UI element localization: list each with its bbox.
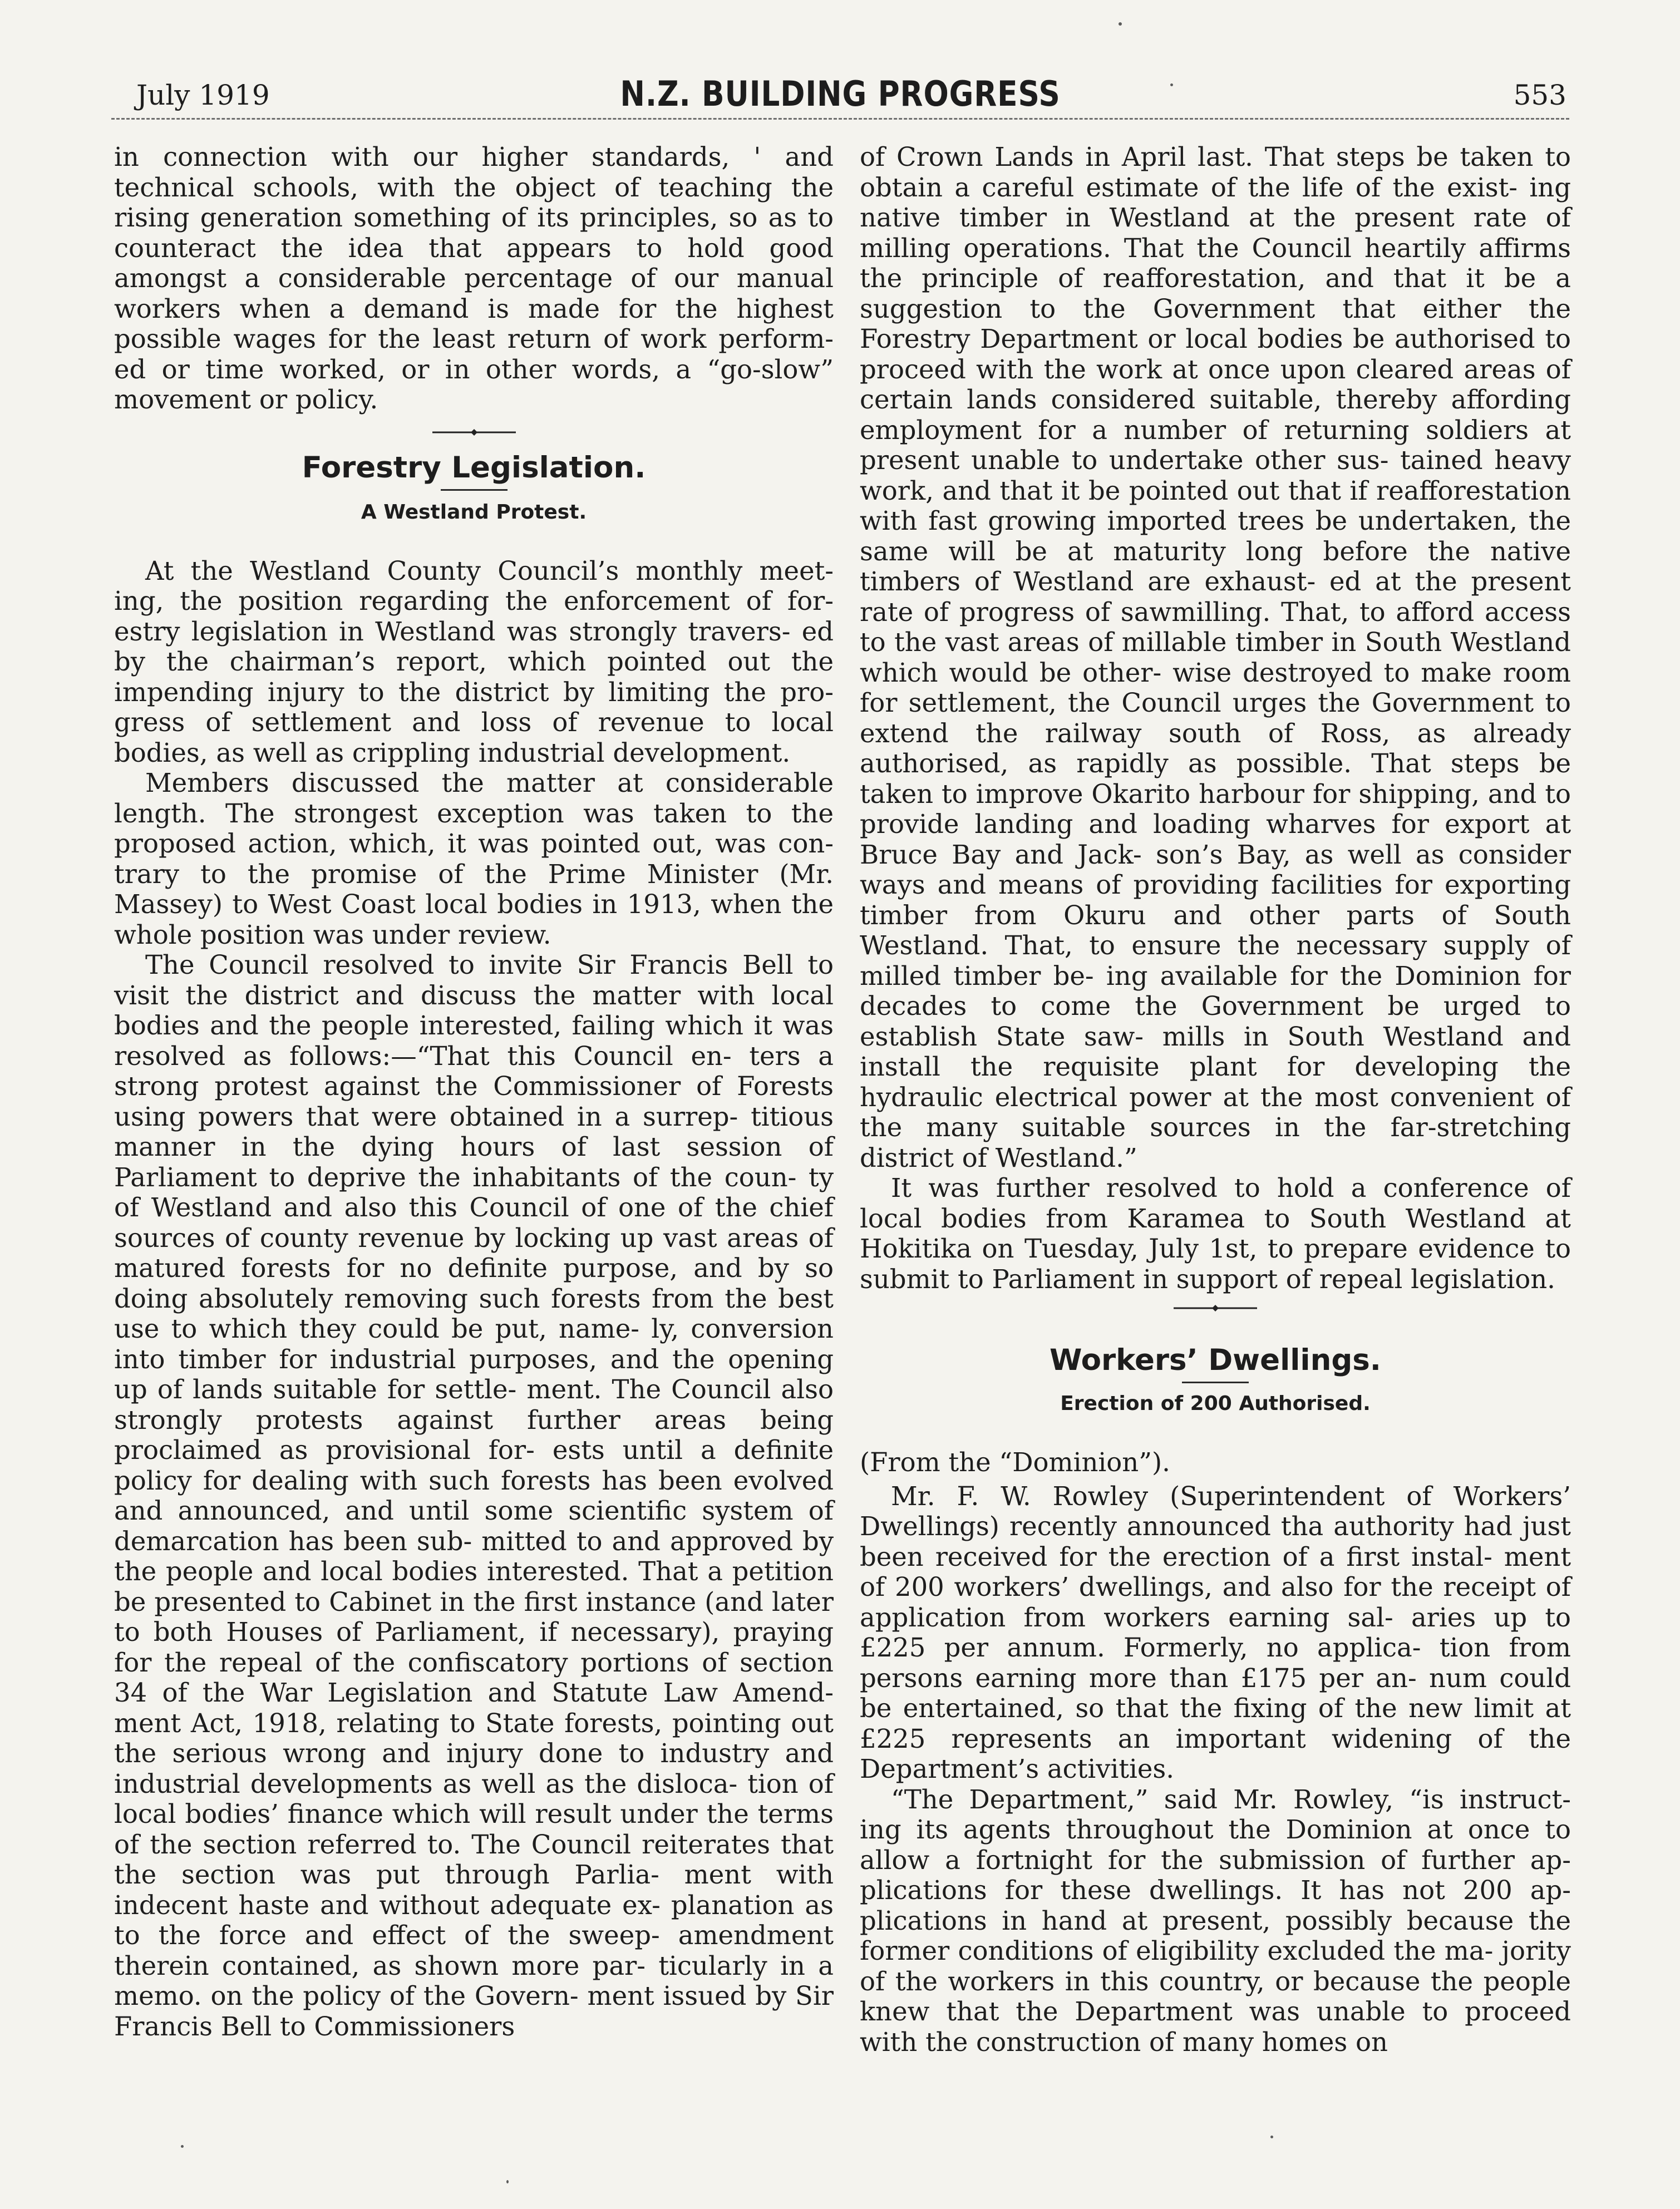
body-paragraph xyxy=(860,1784,1571,2058)
text-line: plications in hand at present, possibly because the xyxy=(860,1905,1571,1936)
text-line: ing its agents throughout the Dominion at once to xyxy=(860,1814,1571,1845)
text-line: to submit to Parliament in support of repeal xyxy=(860,1234,1571,1294)
text-line: Forests using powers that were obtained in a surrep- xyxy=(114,1071,834,1132)
text-line: It was further resolved to hold a conference of xyxy=(891,1173,1571,1203)
text-line: The Council resolved to invite Sir Francis Bell xyxy=(145,950,794,980)
text-line: be undertaken, the same will be at maturity long xyxy=(860,506,1571,566)
text-line: affording employment for a number of returning xyxy=(860,384,1571,445)
text-line: ment with indecent haste and without adequate ex- xyxy=(114,1860,834,1920)
text-line: mills in South Westland and install the requisite xyxy=(860,1021,1571,1082)
text-line: to proceed with the work at once upon cleared xyxy=(860,324,1571,384)
text-line: length. The strongest exception was taken to the xyxy=(114,798,834,829)
text-line: gress of settlement and loss of revenue to local xyxy=(114,707,834,737)
text-line: just been received for the erection of a first instal- xyxy=(860,1511,1571,1572)
text-line: local bodies and the people interested, failing which xyxy=(114,980,834,1041)
text-line: Okuru and other parts of South Westland. That, xyxy=(860,900,1571,960)
text-line: harbour for shipping, and to provide landing and xyxy=(860,778,1571,839)
text-line: bodies interested. That a petition be presented to xyxy=(114,1556,834,1617)
text-line: ed at the present rate of progress of sawmilling. xyxy=(860,566,1571,627)
text-line: legislation. xyxy=(1411,1264,1555,1294)
text-line: “The Department,” said Mr. Rowley, “is instruct- xyxy=(891,1784,1571,1814)
text-line: soldiers at present unable to undertake other sus- xyxy=(860,415,1571,475)
text-line: tion from persons earning more than £175 per an- xyxy=(860,1633,1571,1693)
text-line: receipt of application from workers earning sal- xyxy=(860,1572,1571,1633)
text-line: south of Ross, as already authorised, as rapidly as xyxy=(860,718,1571,778)
text-line: in connection with our higher standards, ' and xyxy=(114,142,834,172)
text-line: the repeal of the confiscatory portions of section 34 xyxy=(114,1647,834,1708)
text-line: amongst a considerable percentage of our manual xyxy=(114,263,834,293)
section-divider-ornament xyxy=(1174,1304,1257,1312)
text-line: Members discussed the matter at considerable xyxy=(145,768,834,798)
text-line: chief sources of county revenue by locking up vast xyxy=(114,1192,834,1253)
text-line: proceed with the construction of many homes on xyxy=(860,1996,1571,2057)
forestry-subtitle: A Westland Protest. xyxy=(361,500,587,524)
text-line: further areas being proclaimed as provisional for- xyxy=(114,1404,834,1465)
text-line: tained heavy work, and that it be pointed out that xyxy=(860,445,1571,506)
text-line: ment of 200 workers’ dwellings, and also for the xyxy=(860,1541,1571,1602)
text-line: bodies, as well as crippling industrial development. xyxy=(114,737,791,768)
text-line: timber in South Westland which would be other- xyxy=(860,627,1571,688)
text-line: num could be entertained, so that the fixing of the xyxy=(860,1663,1571,1723)
text-line: That, to afford access to the vast areas of millable xyxy=(860,596,1571,657)
text-line: the Government be urged to establish State saw- xyxy=(860,991,1571,1052)
text-line: Parliament to deprive the inhabitants of the coun- xyxy=(114,1162,797,1192)
text-line: ests until a definite policy for dealing with such xyxy=(114,1435,834,1496)
text-line: ed or time worked, or in other words, a “go-slow” xyxy=(114,354,834,384)
text-line: if reafforestation with fast growing imported trees xyxy=(860,475,1571,536)
text-line: out the serious wrong and injury done to industry xyxy=(114,1708,834,1768)
text-line: wise destroyed to make room for settlement, the xyxy=(860,657,1571,718)
text-line: to ensure the necessary supply of milled timber be- xyxy=(860,930,1571,991)
text-line: aries up to £225 per annum. Formerly, no applica- xyxy=(860,1602,1571,1663)
page-number: 553 xyxy=(1513,79,1566,111)
text-line: mitted to and approved by the people and local xyxy=(114,1526,834,1586)
text-line: ment. The Council also strongly protests against xyxy=(114,1374,834,1435)
text-line: ticularly in a memo. on the policy of the Govern- xyxy=(114,1950,834,2011)
publication-title: N.Z. BUILDING PROGRESS xyxy=(620,73,1061,114)
text-line: loading wharves for export at Bruce Bay and Jack- xyxy=(860,809,1571,870)
text-line: ed by the chairman’s report, which pointed out the xyxy=(114,616,834,677)
text-line: of the Department’s activities. xyxy=(860,1723,1571,1784)
source-credit: (From the “Dominion”). xyxy=(860,1447,1170,1477)
body-paragraph xyxy=(860,1481,1571,1784)
section-divider-ornament xyxy=(432,428,516,436)
text-line: reiterates that the section was put through Parlia- xyxy=(114,1829,834,1890)
text-line: ing, the position regarding the enforcement of for- xyxy=(114,586,834,616)
body-paragraph xyxy=(114,556,834,768)
text-line: ing available for the Dominion for decades to come xyxy=(860,960,1571,1021)
text-line: ment issued by Sir Francis Bell to Commissioners xyxy=(114,1981,834,2042)
text-line: and the opening up of lands suitable for settle- xyxy=(114,1344,834,1404)
workers-subtitle: Erection of 200 Authorised. xyxy=(1060,1392,1371,1415)
forestry-body xyxy=(114,556,834,2042)
text-line: former conditions of eligibility excluded the ma- xyxy=(860,1936,1494,1966)
right-column xyxy=(860,142,1571,2057)
text-line: before the native timbers of Westland are exhaust- xyxy=(860,536,1571,596)
text-line: technical schools, with the object of teaching the xyxy=(114,172,834,203)
text-line: son’s Bay, as well as consider ways and means of xyxy=(860,839,1571,900)
text-line: areas of matured forests for no definite purpose, xyxy=(114,1222,834,1283)
issue-date: July 1919 xyxy=(136,79,270,111)
text-line: ment Act, 1918, relating to State forests, pointing xyxy=(114,1708,781,1738)
text-line: some scientific system of demarcation has been sub- xyxy=(114,1496,834,1556)
text-line: ters a strong protest against the Commissioner of xyxy=(114,1041,834,1101)
text-line: proposed action, which, it was pointed out, was con- xyxy=(114,829,834,859)
text-line: planation as to the force and effect of the sweep- xyxy=(114,1890,834,1950)
text-line: providing facilities for exporting timber from xyxy=(860,870,1571,930)
text-line: Hokitika on Tuesday, July 1st, to prepare evidence xyxy=(860,1234,1535,1264)
text-line: to counteract the idea that appears to hold good xyxy=(114,203,834,263)
text-line: Dwellings) recently announced tha authority had xyxy=(860,1511,1513,1541)
text-line: plications for these dwellings. It has not 200 ap- xyxy=(860,1875,1571,1905)
text-line: jority of the workers in this country, or because the xyxy=(860,1936,1571,1996)
text-line: Cabinet in the first instance (and later to both xyxy=(114,1586,834,1647)
text-line: ing native timber in Westland at the present rate xyxy=(860,172,1571,233)
text-line: tion of local bodies’ finance which will result under xyxy=(114,1768,834,1829)
text-line: of milling operations. That the Council heartily xyxy=(860,203,1571,263)
intro-paragraph xyxy=(114,142,834,415)
workers-title: Workers’ Dwellings. xyxy=(1050,1343,1381,1377)
text-line: areas of certain lands considered suitable, thereby xyxy=(860,354,1571,415)
text-line: impending injury to the district by limiting the pro- xyxy=(114,677,834,707)
text-line: Forestry Department or local bodies be authorised xyxy=(860,324,1535,354)
text-line: At the Westland County Council’s monthly meet- xyxy=(145,555,834,586)
text-line: ly, conversion into timber for industrial purposes, xyxy=(114,1314,834,1374)
text-line: possible. That steps be taken to improve Okarito xyxy=(860,748,1571,809)
header-rule xyxy=(111,118,1569,120)
text-line: Mr. F. W. Rowley (Superintendent of Workers’ xyxy=(891,1481,1571,1511)
text-line: it was resolved as follows:—“That this Council en- xyxy=(114,1010,834,1071)
text-line: of the War Legislation and Statute Law Amend- xyxy=(162,1678,834,1708)
text-line: the terms of the section referred to. The Council xyxy=(114,1799,834,1860)
body-paragraph xyxy=(860,1173,1571,1294)
text-line: new limit at £225 represents an important widening xyxy=(860,1693,1571,1754)
text-line: allow a fortnight for the submission of further ap- xyxy=(860,1845,1571,1875)
text-line: workers when a demand is made for the highest xyxy=(114,293,834,324)
text-line: and industrial developments as well as the disloca- xyxy=(114,1738,834,1799)
text-line: at the most convenient of the many suitable sources xyxy=(860,1082,1571,1142)
text-line: rising generation something of its principles, so as xyxy=(114,203,797,233)
text-line: and by so doing absolutely removing such forests xyxy=(114,1253,834,1314)
text-line: possible wages for the least return of work perform- xyxy=(114,324,834,354)
text-line: be a suggestion to the Government that either the xyxy=(860,263,1571,324)
text-line: to obtain a careful estimate of the life of the exist- xyxy=(860,142,1571,203)
text-line: of Crown Lands in April last. That steps be taken xyxy=(860,142,1534,172)
running-header xyxy=(114,71,1566,121)
text-line: plant for developing the hydraulic electrical power xyxy=(860,1052,1571,1112)
left-column xyxy=(114,142,834,2042)
forestry-title: Forestry Legislation. xyxy=(302,450,646,485)
text-line: from the best use to which they could be put, name- xyxy=(114,1283,834,1344)
body-paragraph xyxy=(860,142,1571,1173)
forestry-continued-body xyxy=(860,142,1571,1294)
body-paragraph xyxy=(114,768,834,950)
text-line: movement or policy. xyxy=(114,384,378,415)
text-line: amendment therein contained, as shown more par- xyxy=(114,1920,834,1981)
text-line: in the far-stretching district of Westland.” xyxy=(860,1112,1571,1173)
text-line: estry legislation in Westland was strongly travers- xyxy=(114,616,791,647)
text-line: affirms the principle of reafforestation, and that it xyxy=(860,233,1571,293)
workers-body xyxy=(860,1481,1571,2058)
text-line: ty of Westland and also this Council of one of the xyxy=(114,1162,834,1222)
text-line: Massey) to West Coast local bodies in 1913, when xyxy=(114,889,782,919)
text-line: the whole position was under review. xyxy=(114,889,834,950)
text-line: people knew that the Department was unable to xyxy=(860,1966,1571,2026)
text-line: local bodies from Karamea to South Westland at xyxy=(860,1203,1571,1234)
body-paragraph xyxy=(114,950,834,2042)
text-line: to visit the district and discuss the matter with xyxy=(114,950,834,1010)
text-line: Houses of Parliament, if necessary), praying for xyxy=(114,1617,834,1678)
text-line: forests has been evolved and announced, and until xyxy=(114,1465,834,1526)
text-line: Council urges the Government to extend the railway xyxy=(860,688,1571,748)
text-line: titious manner in the dying hours of last session of xyxy=(114,1101,834,1162)
text-line: trary to the promise of the Prime Minister (Mr. xyxy=(114,859,834,889)
